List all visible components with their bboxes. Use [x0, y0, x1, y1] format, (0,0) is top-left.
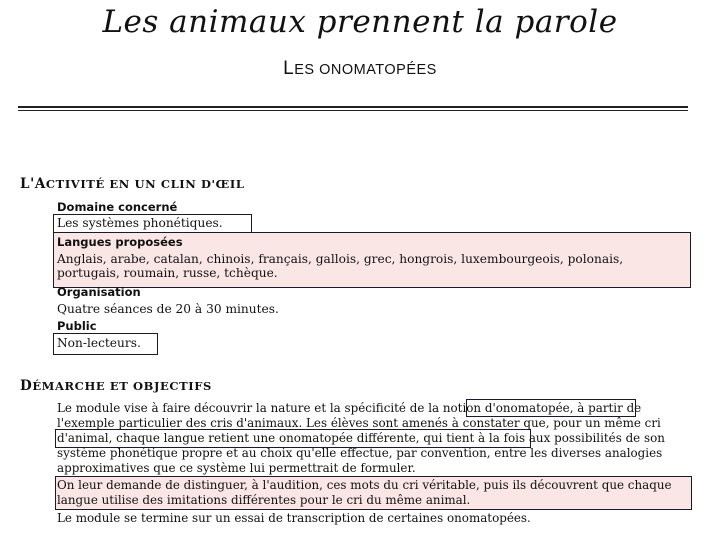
paragraph-3: Le module se termine sur un essai de transcription de certaines onomatopées. [57, 511, 531, 525]
public-label: Public [57, 319, 97, 333]
public-value: Non-lecteurs. [57, 336, 141, 350]
subtitle-rest: ES ONOMATOPÉES [294, 62, 437, 78]
heading-initial: D [20, 378, 33, 394]
p1-text-3: qui tient à la fois aux possibilités de son système phonétique propre et au choix qu'elle effectue, par convention, entre les diverses analogies approximatives que ce système lui permettrait de formuler. [57, 431, 665, 475]
section-heading-activite [20, 176, 245, 192]
p1-highlight-notion: la notion d'onomatopée, [428, 401, 574, 415]
p1-text-1: Le module vise à faire découvrir la nature et la spécificité de [57, 401, 429, 415]
divider-bottom [18, 110, 688, 111]
page-title: Les animaux prennent la parole [102, 4, 618, 40]
paragraph-1 [57, 401, 691, 476]
heading-initial: L'A [20, 176, 46, 192]
p1-highlight-meme-cri: même cri d'animal, chaque langue retient une onomatopée différente, [57, 416, 661, 445]
langues-label: Langues proposées [57, 235, 183, 249]
paragraph-2: On leur demande de distinguer, à l'audition, ces mots du cri véritable, puis ils découvrent que chaque langue utilise des imitations différentes pour le cri du même animal. [57, 478, 672, 507]
organisation-value: Quatre séances de 20 à 30 minutes. [57, 302, 279, 316]
langues-line-1: Anglais, arabe, catalan, chinois, français, gallois, grec, hongrois, luxembourgeois, polonais, [57, 252, 624, 266]
heading-rest: ÉMARCHE ET OBJECTIFS [32, 379, 212, 393]
heading-rest: CTIVITÉ EN UN CLIN D'ŒIL [45, 177, 245, 191]
organisation-label: Organisation [57, 285, 141, 299]
page-subtitle [0, 58, 720, 80]
langues-line-2: portugais, roumain, russe, tchèque. [57, 266, 278, 280]
p1-text-2: à partir de l'exemple particulier des cris d'animaux. Les élèves sont amenés à constater que, pour un [57, 401, 642, 430]
domaine-value: Les systèmes phonétiques. [57, 216, 223, 230]
section-heading-demarche [20, 378, 212, 394]
subtitle-initial: L [283, 58, 295, 79]
domaine-label: Domaine concerné [57, 200, 178, 214]
divider-top [18, 106, 688, 108]
